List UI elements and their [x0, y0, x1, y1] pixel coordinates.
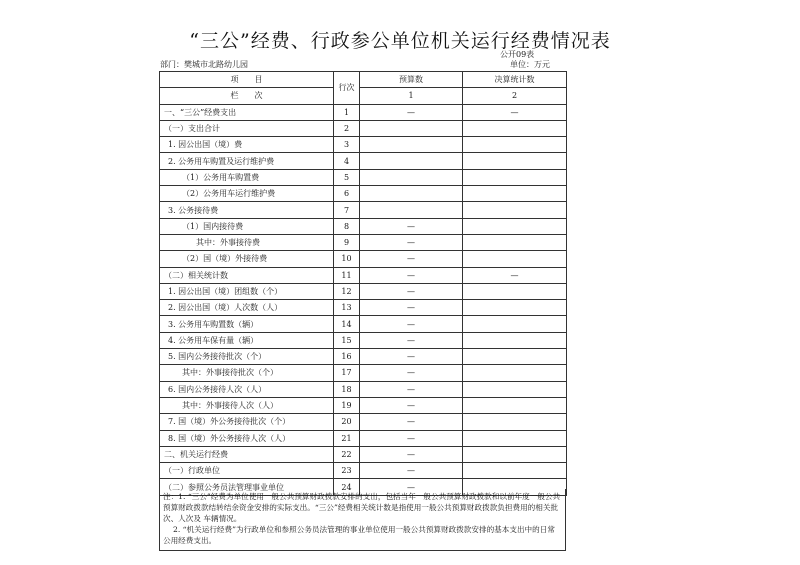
row-line-number: 7 [334, 202, 360, 218]
row-final [463, 251, 567, 267]
table-row [160, 332, 567, 348]
row-budget: — [360, 332, 463, 348]
expense-table [159, 71, 567, 496]
notes-section [159, 489, 566, 551]
row-budget: — [360, 104, 463, 120]
row-line-number: 16 [334, 349, 360, 365]
row-final [463, 120, 567, 136]
table-row [160, 463, 567, 479]
table-row [160, 267, 567, 283]
table-row [160, 430, 567, 446]
row-final [463, 316, 567, 332]
row-final [463, 234, 567, 250]
row-line-number: 22 [334, 446, 360, 462]
table-row [160, 104, 567, 120]
header-item: 项 目 [160, 72, 334, 88]
row-budget [360, 120, 463, 136]
row-label: 2. 公务用车购置及运行维护费 [160, 153, 334, 169]
row-final [463, 300, 567, 316]
row-final: — [463, 267, 567, 283]
row-budget: — [360, 300, 463, 316]
department-label: 部门：樊城市北路幼儿园 [160, 60, 248, 69]
row-budget: — [360, 365, 463, 381]
row-label: 7. 国（境）外公务接待批次（个） [160, 414, 334, 430]
row-budget [360, 153, 463, 169]
header-final: 决算统计数 [463, 72, 567, 88]
table-row [160, 283, 567, 299]
row-label: 1. 因公出国（境）费 [160, 137, 334, 153]
row-final [463, 218, 567, 234]
table-row [160, 120, 567, 136]
table-row [160, 186, 567, 202]
table-row [160, 137, 567, 153]
table-row [160, 414, 567, 430]
row-budget: — [360, 267, 463, 283]
row-budget: — [360, 463, 463, 479]
row-line-number: 20 [334, 414, 360, 430]
column-final-index: 2 [463, 88, 567, 104]
row-label: 4. 公务用车保有量（辆） [160, 332, 334, 348]
row-budget [360, 137, 463, 153]
row-label: （1）国内接待费 [160, 218, 334, 234]
row-line-number: 14 [334, 316, 360, 332]
row-line-number: 3 [334, 137, 360, 153]
table-row [160, 397, 567, 413]
row-label: （二）相关统计数 [160, 267, 334, 283]
row-label: （1）公务用车购置费 [160, 169, 334, 185]
header-row [160, 72, 567, 88]
unit-label: 单位：万元 [510, 60, 550, 69]
row-budget: — [360, 381, 463, 397]
row-line-number: 17 [334, 365, 360, 381]
row-line-number: 8 [334, 218, 360, 234]
row-budget: — [360, 446, 463, 462]
row-budget: — [360, 218, 463, 234]
row-label: （二）参照公务员法管理事业单位 [160, 479, 334, 495]
row-budget: — [360, 283, 463, 299]
row-line-number: 1 [334, 104, 360, 120]
form-code: 公开09表 [500, 50, 535, 59]
row-line-number: 12 [334, 283, 360, 299]
column-label: 栏 次 [160, 88, 334, 104]
table-row [160, 251, 567, 267]
row-budget: — [360, 349, 463, 365]
row-line-number: 19 [334, 397, 360, 413]
report-title: “三公”经费、行政参公单位机关运行经费情况表 [189, 30, 611, 52]
row-line-number: 6 [334, 186, 360, 202]
header-line: 行次 [334, 72, 360, 105]
row-line-number: 15 [334, 332, 360, 348]
row-final: — [463, 104, 567, 120]
row-label: 5. 国内公务接待批次（个） [160, 349, 334, 365]
table-row [160, 234, 567, 250]
row-final [463, 446, 567, 462]
row-label: （2）公务用车运行维护费 [160, 186, 334, 202]
row-final [463, 283, 567, 299]
row-final [463, 381, 567, 397]
row-final [463, 202, 567, 218]
row-budget [360, 186, 463, 202]
table-row [160, 316, 567, 332]
note-1: 注：1. “三公”经费为单位使用一般公共预算财政拨款安排的支出，包括当年一般公共预算财政拨款和以前年度一般公共预算财政拨款结转结余资金安排的实际支出。“三公”经费相关统计数是指使用一般公共预算财政拨款负担费用的相关批次、人次及 车辆情况。 [163, 492, 561, 523]
row-label: （一）行政单位 [160, 463, 334, 479]
row-line-number: 2 [334, 120, 360, 136]
header-budget: 预算数 [360, 72, 463, 88]
row-budget: — [360, 316, 463, 332]
row-budget: — [360, 251, 463, 267]
row-line-number: 18 [334, 381, 360, 397]
row-label: 其中：外事接待批次（个） [160, 365, 334, 381]
table-row [160, 381, 567, 397]
row-label: 8. 国（境）外公务接待人次（人） [160, 430, 334, 446]
row-label: （2）国（境）外接待费 [160, 251, 334, 267]
table-row [160, 169, 567, 185]
row-budget [360, 169, 463, 185]
row-final [463, 414, 567, 430]
row-line-number: 4 [334, 153, 360, 169]
row-final [463, 186, 567, 202]
table-row [160, 365, 567, 381]
row-final [463, 169, 567, 185]
table-row [160, 349, 567, 365]
row-label: 一、“三公”经费支出 [160, 104, 334, 120]
table-row [160, 218, 567, 234]
row-line-number: 10 [334, 251, 360, 267]
row-budget: — [360, 414, 463, 430]
row-label: 二、机关运行经费 [160, 446, 334, 462]
table-row [160, 153, 567, 169]
column-index-row [160, 88, 567, 104]
row-label: 3. 公务接待费 [160, 202, 334, 218]
row-final [463, 153, 567, 169]
table-row [160, 446, 567, 462]
row-line-number: 11 [334, 267, 360, 283]
row-final [463, 430, 567, 446]
row-label: （一）支出合计 [160, 120, 334, 136]
row-label: 3. 公务用车购置数（辆） [160, 316, 334, 332]
row-final [463, 332, 567, 348]
row-line-number: 21 [334, 430, 360, 446]
table-row [160, 300, 567, 316]
row-label: 其中：外事接待人次（人） [160, 397, 334, 413]
row-final [463, 365, 567, 381]
row-label: 其中：外事接待费 [160, 234, 334, 250]
row-final [463, 137, 567, 153]
row-final [463, 349, 567, 365]
row-line-number: 9 [334, 234, 360, 250]
row-budget: — [360, 397, 463, 413]
row-line-number: 23 [334, 463, 360, 479]
row-label: 2. 因公出国（境）人次数（人） [160, 300, 334, 316]
row-final [463, 397, 567, 413]
row-final [463, 463, 567, 479]
row-budget: — [360, 479, 463, 495]
row-budget: — [360, 430, 463, 446]
column-budget-index: 1 [360, 88, 463, 104]
row-budget: — [360, 234, 463, 250]
row-line-number: 13 [334, 300, 360, 316]
row-line-number: 5 [334, 169, 360, 185]
row-label: 6. 国内公务接待人次（人） [160, 381, 334, 397]
row-budget [360, 202, 463, 218]
note-2: 2. “机关运行经费”为行政单位和参照公务员法管理的事业单位使用一般公共预算财政拨款安排的基本支出中的日常公用经费支出。 [163, 525, 555, 545]
row-line-number: 24 [334, 479, 360, 495]
table-row [160, 202, 567, 218]
row-label: 1. 因公出国（境）团组数（个） [160, 283, 334, 299]
